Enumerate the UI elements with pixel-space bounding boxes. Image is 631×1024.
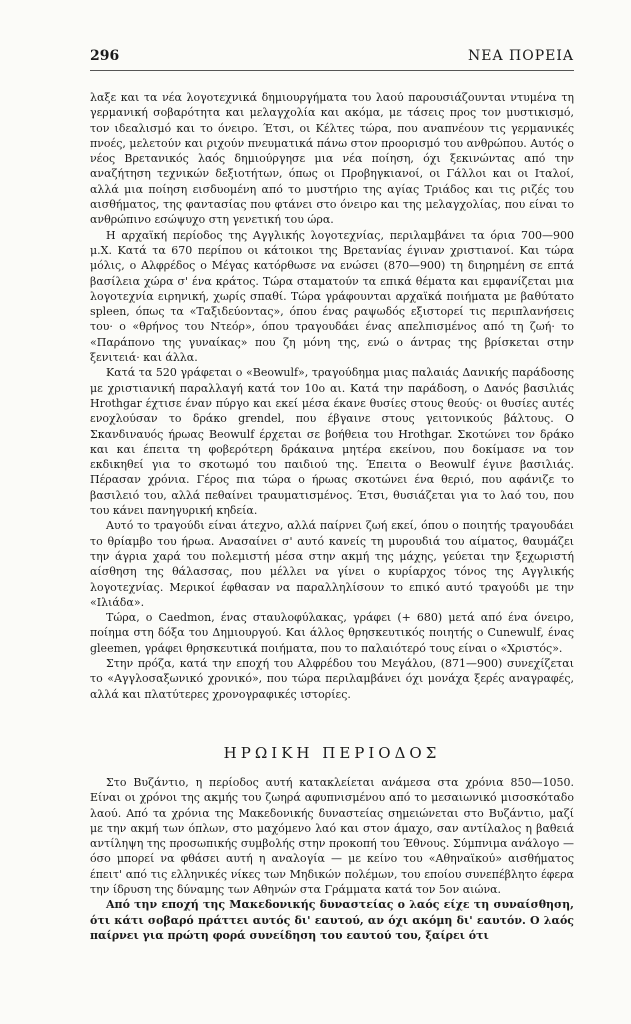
paragraph: Κατά τα 520 γράφεται ο «Beowulf», τραγούδημα μιας παλαιάς Δανικής παράδοσης με χριστιανική παραλλαγή κατά τον 10ο αι. Κατά την παράδοση, ο Δανός βασιλιάς Hrothgar έχτισε έναν πύργο και εκεί μέσα έκανε θυσίες στους θεούς· οι θυσίες αυτές ενοχλούσαν το δράκο grendel, που έβγαινε στους γειτονικούς βάλτους. Ο Σκανδιναυός ήρωας Beowulf έρχεται σε βοήθεια του Hrothgar. Σκοτώνει τον δράκο και και έπειτα τη φοβερότερη δράκαινα μητέρα εκείνου, που δοκίμασε να τον εκδικηθεί για το σκοτωμό του παιδιού της. Έπειτα ο Beowulf έγινε βασιλιάς. Πέρασαν χρόνια. Γέρος πια τώρα ο ήρωας σκοτώνει ένα θεριό, που αφάνιζε το βασιλειό του, αλλά πεθαίνει τραυματισμένος. Έτσι, θυσιάζεται για το λαό του, που του κάνει πανηγυρική κηδεία. [90,366,574,518]
section-body-text [90,775,574,943]
page-number: 296 [90,48,120,64]
page-header [90,46,574,71]
paragraph: Τώρα, ο Caedmon, ένας σταυλοφύλακας, γράφει (+ 680) μετά από ένα όνειρο, ποίημα στη δόξα του Δημιουργού. Και άλλος θρησκευτικός ποιητής ο Cunewulf, ένας gleemen, γράφει θρησκευτικά ποιήματα, που το παλαιότερό τους είναι ο «Χριστός». [90,611,574,655]
paragraph: Η αρχαϊκή περίοδος της Αγγλικής λογοτεχνίας, περιλαμβάνει τα όρια 700—900 μ.Χ. Κατά τα 670 περίπου οι κάτοικοι της Βρετανίας έγιναν χριστιανοί. Και τώρα μόλις, ο Αλφρέδος ο Μέγας κατόρθωσε να ενώσει (870—900) τη διηρημένη σε επτά βασίλεια χώρα σ' ένα κράτος. Τώρα σταματούν τα επικά θέματα και εμφανίζεται μια λογοτεχνία ειρηνική, χωρίς σπαθί. Τώρα γράφουνται αρχαϊκά ποιήματα με βαθύτατο spleen, όπως τα «Ταξιδεύοντας», όπου ένας ραψωδός εξιστορεί τις περιπλανήσεις του· ο «θρήνος του Ντεόρ», όπου τραγουδάει ένας απελπισμένος από τη ζωή· το «Παράπονο της γυναίκας» που ζη μόνη της, ενώ ο άντρας της βρίσκεται στην ξενιτειά· και άλλα. [90,228,574,365]
paragraph: Αυτό το τραγούδι είναι άτεχνο, αλλά παίρνει ζωή εκεί, όπου ο ποιητής τραγουδάει το θρίαμβο του ήρωα. Ανασαίνει σ' αυτό κανείς τη μυρουδιά του αίματος, θαυμάζει την άγρια χαρά του πολεμιστή μέσα στην ακμή της μάχης, γεύεται την ξεχωριστή αίσθηση της θάλασσας, που μέλλει να γίνει ο κυρίαρχος τόνος της Αγγλικής λογοτεχνίας. Μερικοί έφθασαν να παραλληλίσουν το επικό αυτό τραγούδι με την «Ιλιάδα». [90,519,574,609]
section-heading: ΗΡΩΙΚΗ ΠΕΡΙΟΔΟΣ [223,744,441,762]
paragraph: Στην πρόζα, κατά την εποχή του Αλφρέδου του Μεγάλου, (871—900) συνεχίζεται το «Αγγλοσαξωνικό χρονικό», που τώρα περιλαμβάνει όχι μονάχα ξερές αναγραφές, αλλά και πλατύτερες χρονογραφικές ιστορίες. [90,656,574,701]
paragraph: λαξε και τα νέα λογοτεχνικά δημιουργήματα του λαού παρουσιάζουνται ντυμένα τη γερμανική σοβαρότητα και μελαγχολία και ακόμα, με τάσεις προς τον μυστικισμό, τον ιδεαλισμό και το όνειρο. Έτσι, οι Κέλτες τώρα, που αναπνέουν τις γερμανικές πνοές, μελετούν και ριχούν πνευματικά πάνω στον προορισμό του ανθρώπου. Αυτός ο νέος Βρετανικός λαός δημιούργησε μια νέα ποίηση, όχι ξεκινώντας από την αναζήτηση τεχνικών δεξιοτήτων, όπως οι Προβηγκιανοί, οι Γάλλοι και οι Ιταλοί, αλλά μια ποίηση εισδυομένη από το μυστήριο της αγίας Τριάδος και τις ριζές του αισθήματος, της φαντασίας που φτάνει στο όνειρο και της μελαγχολίας, που είναι το ανθρώπινο εσώψυχο στη γενετική του ώρα. [90,91,574,227]
paragraph: Στο Βυζάντιο, η περίοδος αυτή κατακλείεται ανάμεσα στα χρόνια 850—1050. Είναι οι χρόνοι της ακμής του ζωηρά αφυπνισμένου από το μεσαιωνικό μισοσκόταδο λαού. Από τα χρόνια της Μακεδονικής δυναστείας σημειώνεται στο Βυζάντιο, μαζί με την ακμή των όπλων, στο μαχόμενο λαό και στον άμαχο, σαν αντίλαλος η βαθειά αντίληψη της προσωπικής συμβολής στην προκοπή του Έθνους. Σύμπνιμα ανάλογο — όσο μπορεί να φθάσει αυτή η αναλογία — με κείνο του «Αθηναϊκού» αισθήματος έπειτ' από τις ελληνικές νίκες των Μηδικών πολέμων, του εποίου συνεπέβλητο έφερα την ίδρυση της δύναμης των Αθηνών στα Γράμματα κατά τον 5ον αιώνα. [90,776,574,897]
paragraph: Από την εποχή της Μακεδονικής δυναστείας ο λαός είχε τη συναίσθηση, ότι κάτι σοβαρό πράττει αυτός δι' εαυτού, αν όχι ακόμη δι' εαυτόν. Ο λαός παίρνει για πρώτη φορά συνείδηση του εαυτού του, ξαίρει ότι [90,898,574,942]
running-head: ΝΕΑ ΠΟΡΕΙΑ [468,48,574,64]
body-text [90,90,574,702]
